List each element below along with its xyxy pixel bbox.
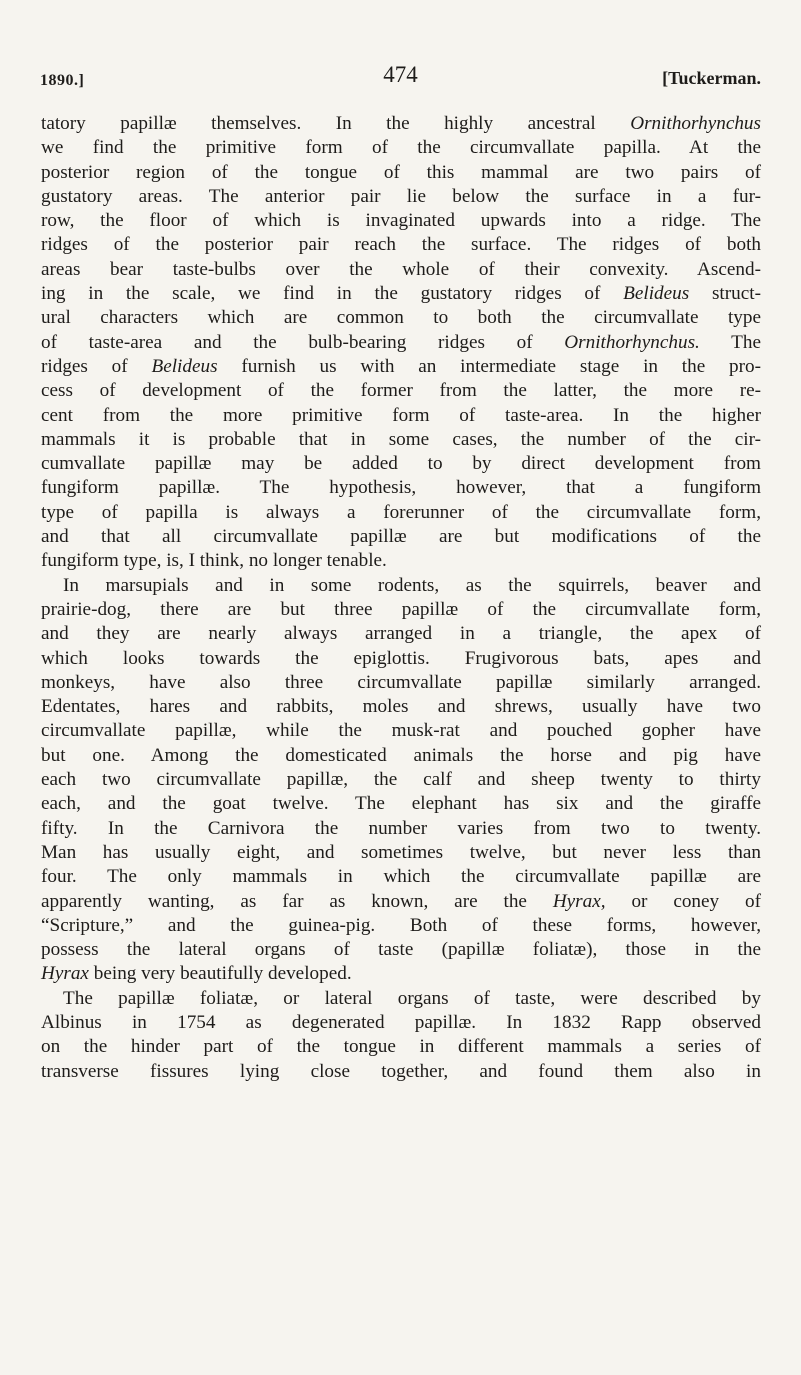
text-line <box>41 1060 761 1084</box>
text-run: gustatory areas. The anterior pair lie below the surface in a fur- <box>41 185 761 207</box>
text-line <box>41 841 761 865</box>
text-run: monkeys, have also three circumvallate papillæ similarly arranged. <box>41 671 761 693</box>
text-run: and that all circumvallate papillæ are but modifications of the <box>41 526 761 548</box>
text-run: on the hinder part of the tongue in different mammals a series of <box>41 1036 761 1058</box>
text-run: fungiform papillæ. The hypothesis, however, that a fungiform <box>41 477 761 499</box>
text-line <box>41 719 761 743</box>
text-run: being very beautifully developed. <box>88 963 352 985</box>
text-run: The papillæ foliatæ, or lateral organs of taste, were described by <box>63 987 761 1009</box>
text-run: type of papilla is always a forerunner of the circumvallate form, <box>41 501 761 523</box>
text-line <box>41 792 761 816</box>
text-line <box>41 209 761 233</box>
text-run: cess of development of the former from the latter, the more re- <box>41 380 761 402</box>
text-run: four. The only mammals in which the circumvallate papillæ are <box>41 866 761 888</box>
text-line <box>41 695 761 719</box>
text-run: areas bear taste-bulbs over the whole of their convexity. Ascend- <box>41 258 761 280</box>
text-line <box>41 306 761 330</box>
italic-term: Hyrax <box>41 963 89 985</box>
text-line <box>41 890 761 914</box>
text-line <box>41 914 761 938</box>
text-line <box>41 1011 761 1035</box>
text-run: possess the lateral organs of taste (papillæ foliatæ), those in the <box>41 939 761 961</box>
text-run: apparently wanting, as far as known, are the <box>41 890 553 912</box>
text-run: each, and the goat twelve. The elephant has six and the giraffe <box>41 793 761 815</box>
text-run: In marsupials and in some rodents, as the squirrels, beaver and <box>63 574 761 596</box>
text-line <box>41 161 761 185</box>
text-line <box>41 574 761 598</box>
text-line <box>41 671 761 695</box>
text-line <box>41 404 761 428</box>
text-line <box>41 865 761 889</box>
text-line <box>41 282 761 306</box>
text-run: Man has usually eight, and sometimes twelve, but never less than <box>41 841 761 863</box>
running-head <box>40 62 761 92</box>
text-run: row, the floor of which is invaginated upwards into a ridge. The <box>41 210 761 232</box>
text-line <box>41 355 761 379</box>
text-run: ural characters which are common to both the circumvallate type <box>41 307 761 329</box>
text-run: ridges of the posterior pair reach the surface. The ridges of both <box>41 234 761 256</box>
text-line <box>41 233 761 257</box>
italic-term: Hyrax, <box>552 890 606 912</box>
text-run: ridges of <box>41 355 152 377</box>
italic-term: Ornithorhynchus. <box>564 331 700 353</box>
text-run: furnish us with an intermediate stage in the pro- <box>217 355 761 377</box>
text-run: circumvallate papillæ, while the musk-rat and pouched gopher have <box>41 720 761 742</box>
italic-term: Belideus <box>151 355 218 377</box>
text-run: transverse fissures lying close together, and found them also in <box>41 1060 761 1082</box>
text-line <box>41 525 761 549</box>
text-line <box>41 112 761 136</box>
text-run: of taste-area and the bulb-bearing ridges of <box>41 331 565 353</box>
text-line <box>41 258 761 282</box>
text-run: we find the primitive form of the circumvallate papilla. At the <box>41 137 761 159</box>
text-line <box>41 452 761 476</box>
text-line <box>41 476 761 500</box>
body-text <box>41 112 761 1084</box>
text-line <box>41 768 761 792</box>
text-run: Albinus in 1754 as degenerated papillæ. In 1832 Rapp observed <box>41 1011 761 1033</box>
text-run: or coney of <box>605 890 761 912</box>
text-run: tatory papillæ themselves. In the highly ancestral <box>41 113 631 134</box>
text-run: and they are nearly always arranged in a triangle, the apex of <box>41 623 761 645</box>
text-line <box>41 962 761 986</box>
text-line <box>41 938 761 962</box>
header-year: 1890.] <box>40 72 85 89</box>
text-run: cent from the more primitive form of taste-area. In the higher <box>41 404 761 426</box>
text-run: each two circumvallate papillæ, the calf and sheep twenty to thirty <box>41 769 761 791</box>
header-author: [Tuckerman. <box>662 68 761 88</box>
text-run: ing in the scale, we find in the gustatory ridges of <box>41 283 624 305</box>
text-line <box>41 501 761 525</box>
text-line <box>41 987 761 1011</box>
text-line <box>41 622 761 646</box>
text-run: Edentates, hares and rabbits, moles and shrews, usually have two <box>41 696 761 718</box>
text-run: struct- <box>689 283 761 305</box>
text-run: fifty. In the Carnivora the number varies from two to twenty. <box>41 817 761 839</box>
text-line <box>41 185 761 209</box>
text-line <box>41 598 761 622</box>
text-run: cumvallate papillæ may be added to by direct development from <box>41 453 761 475</box>
text-run: mammals it is probable that in some cases, the number of the cir- <box>41 428 761 450</box>
text-line <box>41 549 761 573</box>
page-number: 474 <box>383 62 418 87</box>
text-line <box>41 136 761 160</box>
italic-term: Belideus <box>623 283 690 305</box>
text-line <box>41 817 761 841</box>
text-line <box>41 744 761 768</box>
text-run: fungiform type, is, I think, no longer tenable. <box>41 550 387 572</box>
text-run: prairie-dog, there are but three papillæ of the circumvallate form, <box>41 598 761 620</box>
text-line <box>41 379 761 403</box>
text-line <box>41 331 761 355</box>
italic-term: Ornithorhynchus <box>630 113 761 134</box>
text-line <box>41 428 761 452</box>
text-run: posterior region of the tongue of this mammal are two pairs of <box>41 161 761 183</box>
text-run: The <box>699 331 762 353</box>
text-run: “Scripture,” and the guinea-pig. Both of these forms, however, <box>41 914 761 936</box>
text-run: which looks towards the epiglottis. Frugivorous bats, apes and <box>41 647 761 669</box>
text-line <box>41 1035 761 1059</box>
text-line <box>41 647 761 671</box>
text-run: but one. Among the domesticated animals the horse and pig have <box>41 744 761 766</box>
